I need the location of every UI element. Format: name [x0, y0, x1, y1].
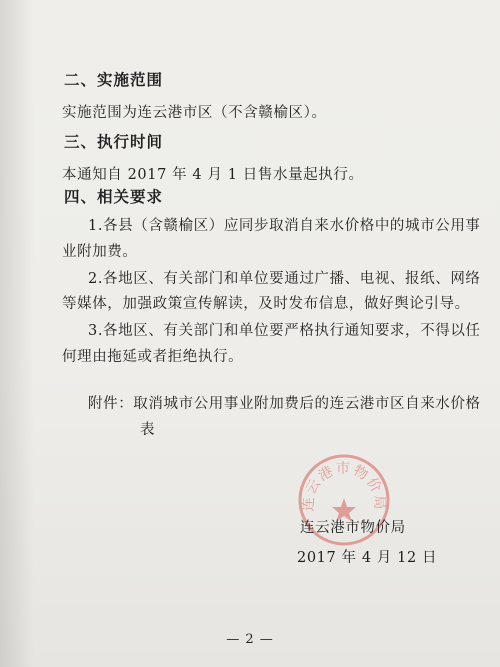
issue-date: 2017 年 4 月 12 日 — [297, 550, 438, 566]
issuer-name: 连云港市物价局 — [300, 520, 406, 536]
scope-text: 实施范围为连云港市区（不含赣榆区）。 — [62, 105, 327, 121]
section-heading-effective-date: 三、执行时间 — [64, 132, 164, 151]
attachment-line-2: 表 — [140, 422, 156, 438]
effective-date-text: 本通知自 2017 年 4 月 1 日售水量起执行。 — [62, 167, 364, 183]
requirement-2-line-2: 等媒体，加强政策宣传解读，及时发布信息，做好舆论引导。 — [62, 296, 470, 312]
requirement-3-line-2: 何理由拖延或者拒绝执行。 — [62, 349, 244, 365]
requirement-1-line-2: 业附加费。 — [62, 244, 138, 260]
page-number: — 2 — — [226, 632, 274, 647]
requirement-2-line-1: 2.各地区、有关部门和单位要通过广播、电视、报纸、网络 — [88, 271, 481, 287]
page-shadow — [0, 0, 34, 667]
seal-text: 连云港市物价局 — [300, 461, 388, 512]
requirement-1-line-1: 1.各县（含赣榆区）应同步取消自来水价格中的城市公用事 — [88, 218, 481, 234]
attachment-line-1: 附件：取消城市公用事业附加费后的连云港市区自来水价格 — [88, 396, 481, 412]
requirement-3-line-1: 3.各地区、有关部门和单位要严格执行通知要求，不得以任 — [88, 323, 481, 339]
section-heading-scope: 二、实施范围 — [64, 70, 164, 89]
section-heading-requirements: 四、相关要求 — [64, 187, 164, 206]
